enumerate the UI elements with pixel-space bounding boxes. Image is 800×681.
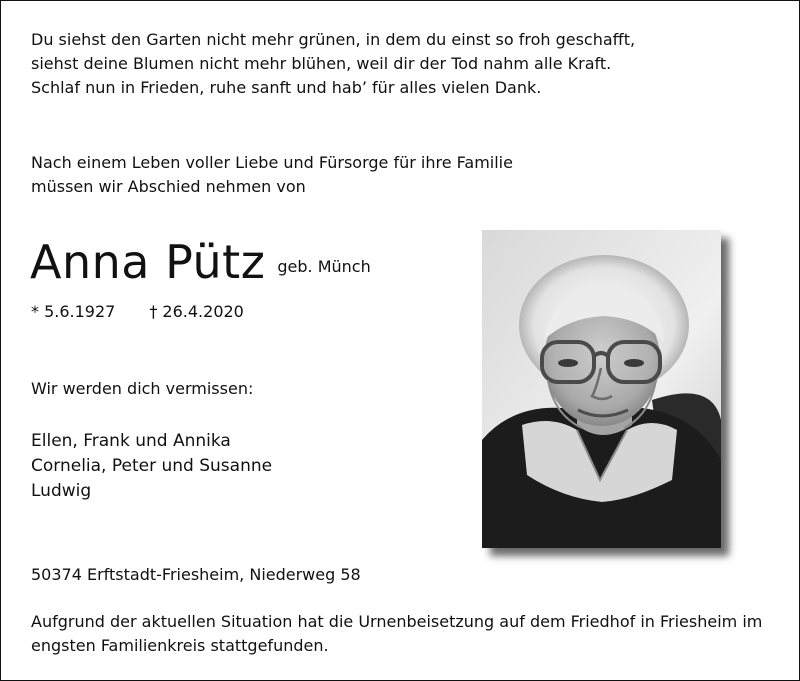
footer-note: Aufgrund der aktuellen Situation hat die Urnenbeisetzung auf dem Friedhof in Friesheim im engsten Familienkreis stattgefunden. <box>31 612 763 655</box>
poem-line: Du siehst den Garten nicht mehr grünen, in dem du einst so froh geschafft, <box>31 30 636 49</box>
mourner-item: Cornelia, Peter und Susanne <box>31 456 273 476</box>
death-date: † 26.4.2020 <box>149 302 244 321</box>
mourner-item: Ludwig <box>31 481 92 501</box>
mourner-item: Ellen, Frank und Annika <box>31 431 231 451</box>
address: 50374 Erftstadt-Friesheim, Niederweg 58 <box>31 565 361 584</box>
portrait-photo-frame <box>482 230 721 548</box>
poem-line: siehst deine Blumen nicht mehr blühen, weil dir der Tod nahm alle Kraft. <box>31 54 612 73</box>
life-dates <box>31 300 244 324</box>
poem <box>31 28 635 100</box>
birth-date: * 5.6.1927 <box>31 302 116 321</box>
intro-line: Nach einem Leben voller Liebe und Fürsorge für ihre Familie <box>31 153 513 172</box>
intro-line: müssen wir Abschied nehmen von <box>31 177 306 196</box>
miss-line: Wir werden dich vermissen: <box>31 379 254 398</box>
poem-line: Schlaf nun in Frieden, ruhe sanft und hab’ für alles vielen Dank. <box>31 78 542 97</box>
maiden-name: geb. Münch <box>277 257 371 276</box>
deceased-name: Anna Pütz <box>30 235 266 289</box>
portrait-photo <box>482 230 721 548</box>
intro-text <box>31 151 513 199</box>
deceased-name-line <box>30 234 371 290</box>
mourners-list <box>31 429 272 504</box>
